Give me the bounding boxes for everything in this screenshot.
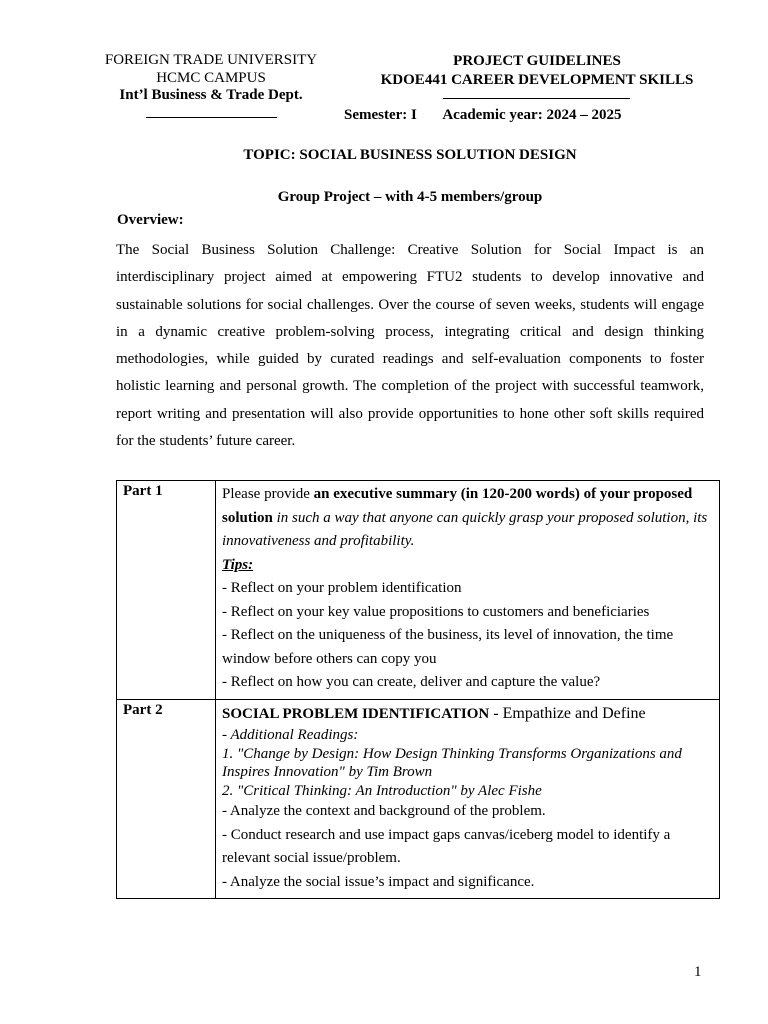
part2-content	[216, 699, 720, 899]
part2-item: - Analyze the context and background of the problem.	[222, 803, 546, 819]
course-header	[352, 52, 722, 90]
tip-item: - Reflect on the uniqueness of the business, its level of innovation, the time window before others can copy you	[222, 627, 674, 667]
tip-item: - Reflect on your key value propositions to customers and beneficiaries	[222, 603, 650, 620]
part1-label: Part 1	[117, 481, 216, 700]
part1-intro-italic: in such a way that anyone can quickly grasp your proposed solution, its innovativeness and profitability.	[222, 509, 708, 549]
course-title: KDOE441 CAREER DEVELOPMENT SKILLS	[380, 72, 694, 88]
part1-intro-bold: an executive summary (in 120-200 words) of your proposed solution	[222, 486, 693, 526]
part2-label: Part 2	[117, 699, 216, 899]
part1-intro	[222, 483, 713, 554]
part2-title-bold: SOCIAL PROBLEM IDENTIFICATION	[222, 705, 490, 722]
institution-header	[80, 52, 342, 105]
overview-paragraph: The Social Business Solution Challenge: Creative Solution for Social Impact is an interdisciplinary project aimed at empowering FTU2 students to develop innovative and sustainable solutions for social challenges. Over the course of seven weeks, students will engage in a dynamic creative problem-solving process, integrating critical and design thinking methodologies, while guided by curated readings and self-evaluation components to foster holistic learning and personal growth. The completion of the project with successful teamwork, report writing and presentation will also provide opportunities to hone other soft skills required for the students’ future career.	[116, 242, 704, 450]
part2-title-rest: - Empathize and Define	[489, 704, 646, 722]
campus-name: HCMC CAMPUS	[156, 69, 266, 86]
university-name: FOREIGN TRADE UNIVERSITY	[104, 52, 318, 68]
reading-item: 1. "Change by Design: How Design Thinking Transforms Organizations and Inspires Innovation" by Tim Brown	[222, 745, 682, 780]
semester-line	[344, 107, 621, 124]
tip-item: - Reflect on your problem identification	[222, 580, 462, 596]
page-number: 1	[694, 964, 702, 980]
header-divider-right	[443, 98, 630, 99]
parts-table	[116, 480, 720, 899]
table-row-part2	[117, 699, 720, 899]
group-project-heading: Group Project – with 4-5 members/group	[277, 189, 543, 205]
semester: Semester: I	[344, 107, 417, 123]
overview-heading: Overview:	[117, 212, 184, 228]
part1-intro-plain: Please provide	[222, 486, 314, 502]
part2-item: - Analyze the social issue’s impact and significance.	[222, 873, 535, 890]
part2-title	[222, 702, 713, 727]
part2-item: - Conduct research and use impact gaps canvas/iceberg model to identify a relevant social issue/problem.	[222, 826, 671, 866]
tip-item: - Reflect on how you can create, deliver and capture the value?	[222, 674, 601, 690]
topic-heading: TOPIC: SOCIAL BUSINESS SOLUTION DESIGN	[243, 147, 577, 163]
reading-item: 2. "Critical Thinking: An Introduction" by Alec Fishe	[222, 782, 542, 799]
guidelines-title: PROJECT GUIDELINES	[453, 53, 621, 69]
tips-label: Tips:	[222, 556, 254, 573]
table-row-part1	[117, 481, 720, 700]
part1-content	[216, 481, 720, 700]
department-name: Int’l Business & Trade Dept.	[119, 87, 303, 103]
header-divider-left	[146, 117, 277, 118]
readings-heading: - Additional Readings:	[222, 727, 359, 743]
academic-year: Academic year: 2024 – 2025	[442, 107, 622, 123]
